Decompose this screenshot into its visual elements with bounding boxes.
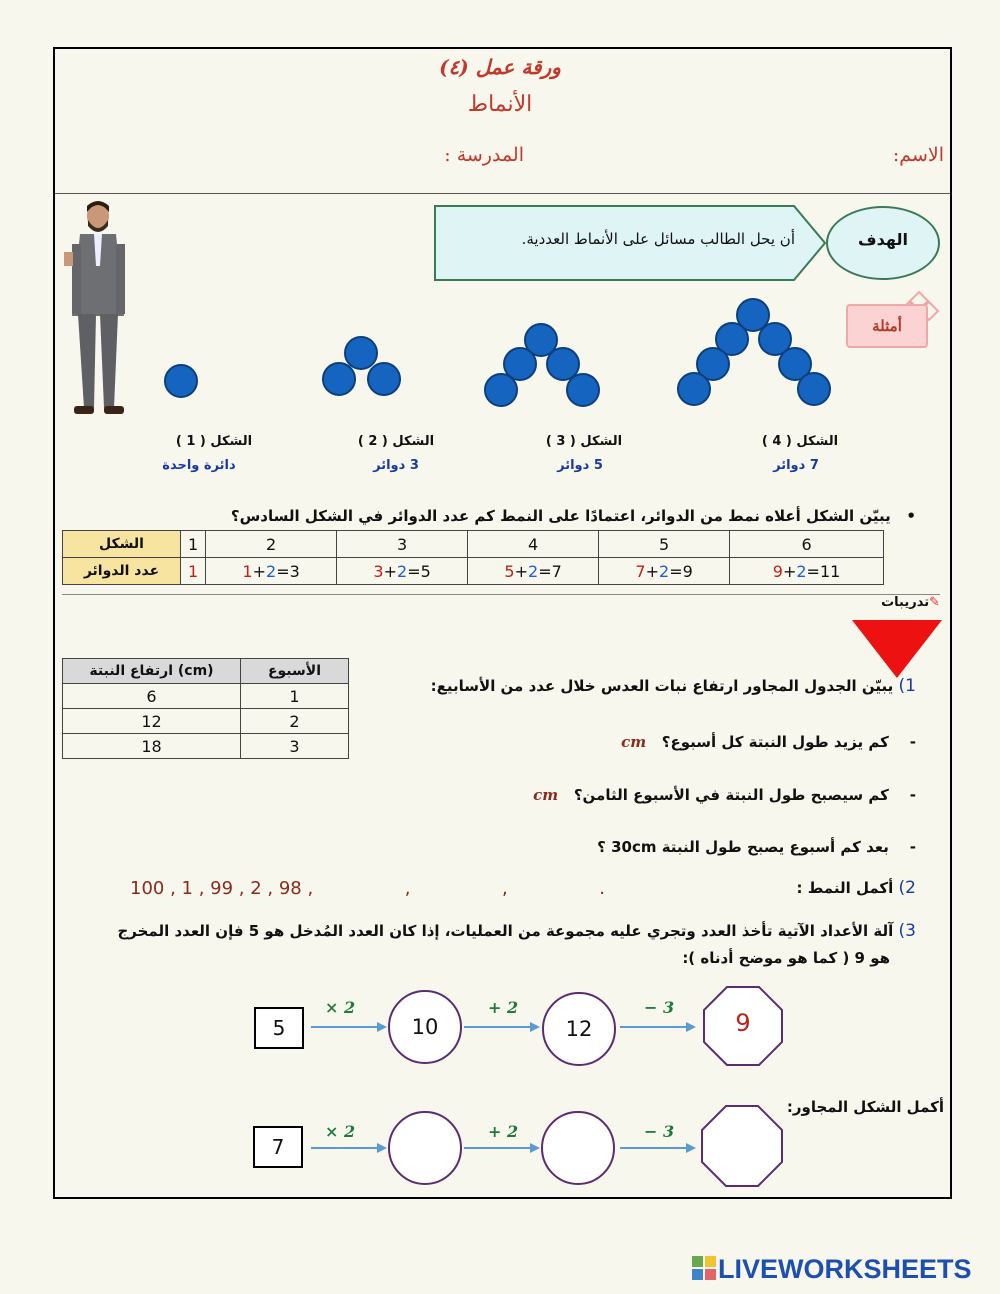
table-cell xyxy=(599,558,730,585)
dash: - xyxy=(909,786,916,804)
table-cell xyxy=(730,558,884,585)
q2-text: أكمل النمط : xyxy=(796,879,894,897)
shape2-circle xyxy=(322,362,356,396)
exercises-header xyxy=(840,595,940,610)
count-a: 5 xyxy=(504,561,515,581)
shape2-label: الشكل ( 2 ) xyxy=(357,434,435,449)
table-cell: 3 xyxy=(337,531,468,558)
input-box: 5 xyxy=(254,1007,304,1049)
shape1-count: دائرة واحدة xyxy=(162,458,236,473)
q1-number: 1) xyxy=(898,676,916,696)
red-triangle-marker xyxy=(852,620,942,678)
table-cell: 4 xyxy=(468,531,599,558)
table-cell xyxy=(337,558,468,585)
q1-sub1 xyxy=(560,733,916,751)
shape4-circle xyxy=(797,372,831,406)
intermediate-circle: 10 xyxy=(388,990,462,1064)
shape3-circle xyxy=(484,373,518,407)
plus-sign: + xyxy=(252,561,266,581)
shape2-count: 3 دوائر xyxy=(373,458,419,473)
pattern-question xyxy=(200,507,916,525)
shape2-circle xyxy=(367,362,401,396)
count-b: 2 xyxy=(796,561,807,581)
table-row xyxy=(63,659,349,684)
arrow-right-icon xyxy=(464,1141,540,1155)
complete-label: أكمل الشكل المجاور: xyxy=(786,1098,944,1116)
pattern-question-text: يبيّن الشكل أعلاه نمط من الدوائر، اعتمادًا على النمط كم عدد الدوائر في الشكل السادس؟ xyxy=(230,507,891,525)
operation-label: × 2 xyxy=(325,998,356,1017)
table-cell xyxy=(468,558,599,585)
task-input-box: 7 xyxy=(253,1126,303,1168)
header-divider xyxy=(55,193,950,194)
q1-sub3-text: بعد كم أسبوع يصبح طول النبتة 30cm ؟ xyxy=(597,838,889,856)
count-a: 1 xyxy=(187,561,199,581)
examples-badge: أمثلة xyxy=(846,304,928,348)
subject-title: الأنماط xyxy=(467,92,533,117)
count-result: =9 xyxy=(669,561,693,581)
arrow-right-icon xyxy=(620,1141,696,1155)
count-result: =5 xyxy=(407,561,431,581)
bullet: • xyxy=(890,507,916,525)
name-label: الاسم: xyxy=(892,144,944,166)
table-cell: 5 xyxy=(599,531,730,558)
shape3-label: الشكل ( 3 ) xyxy=(545,434,623,449)
shape3-count: 5 دوائر xyxy=(557,458,603,473)
q2-sequence: 100 , 1 , 99 , 2 , 98 , , , . xyxy=(130,878,605,899)
count-result: =7 xyxy=(538,561,562,581)
q2 xyxy=(700,878,916,898)
q3-text-line1: آلة الأعداد الآتية تأخذ العدد وتجري عليه مجموعة من العمليات، إذا كان العدد المُدخل هو 5 فإن العدد المخرج xyxy=(117,922,894,940)
table-row xyxy=(63,684,349,709)
shape4-label: الشكل ( 4 ) xyxy=(761,434,839,449)
q3-number: 3) xyxy=(898,921,916,941)
q1-sub3 xyxy=(520,838,916,856)
count-a: 9 xyxy=(772,561,783,581)
answer-circle-1[interactable] xyxy=(388,1111,462,1185)
shape1-label: الشكل ( 1 ) xyxy=(175,434,253,449)
count-a: 7 xyxy=(635,561,646,581)
plant-table xyxy=(62,658,349,759)
header-week: الأسبوع xyxy=(241,659,349,684)
q3 xyxy=(70,918,916,972)
section-divider xyxy=(62,594,940,595)
operation-label: × 2 xyxy=(325,1122,356,1141)
plus-sign: + xyxy=(645,561,659,581)
shape1-circle xyxy=(164,364,198,398)
q1-sub2 xyxy=(480,786,916,804)
arrow-right-icon xyxy=(620,1020,696,1034)
pencil-icon: ✎ xyxy=(929,595,940,610)
intermediate-circle: 12 xyxy=(542,992,616,1066)
row-header: الشكل xyxy=(63,531,181,558)
q1 xyxy=(380,676,916,696)
teacher-photo xyxy=(58,196,138,420)
liveworksheets-logo-icon xyxy=(692,1256,716,1280)
plus-sign: + xyxy=(782,561,797,581)
table-cell: 2 xyxy=(206,531,337,558)
table-row xyxy=(63,531,884,558)
q1-text: يبيّن الجدول المجاور ارتفاع نبات العدس خلال عدد من الأسابيع: xyxy=(430,677,894,695)
week-cell: 3 xyxy=(241,734,349,759)
row-header: عدد الدوائر xyxy=(63,558,181,585)
worksheet-title: ورقة عمل (٤) xyxy=(439,55,561,79)
pattern-table xyxy=(62,530,884,585)
answer-circle-2[interactable] xyxy=(541,1111,615,1185)
shape3-circle xyxy=(566,373,600,407)
table-row xyxy=(63,734,349,759)
height-cell: 18 xyxy=(63,734,241,759)
table-cell: 6 xyxy=(730,531,884,558)
table-cell xyxy=(181,558,206,585)
unit-cm: cm xyxy=(533,786,559,804)
count-result: =3 xyxy=(276,561,300,581)
q2-number: 2) xyxy=(898,878,916,898)
operation-label: − 3 xyxy=(644,998,675,1017)
shape4-circle xyxy=(677,372,711,406)
liveworksheets-brand[interactable]: LIVEWORKSHEETS xyxy=(718,1254,972,1284)
plus-sign: + xyxy=(514,561,528,581)
operation-label: + 2 xyxy=(488,998,519,1017)
week-cell: 2 xyxy=(241,709,349,734)
header-height: ارتفاع النبتة (cm) xyxy=(63,659,241,684)
unit-cm: cm xyxy=(621,733,647,751)
arrow-right-icon xyxy=(464,1020,540,1034)
table-cell xyxy=(206,558,337,585)
count-b: 2 xyxy=(266,561,277,581)
answer-octagon[interactable] xyxy=(700,1104,784,1188)
count-result: =11 xyxy=(806,561,841,581)
count-a: 3 xyxy=(373,561,384,581)
count-b: 2 xyxy=(528,561,539,581)
operation-label: − 3 xyxy=(644,1122,675,1141)
q1-sub2-text: كم سيصبح طول النبتة في الأسبوع الثامن؟ xyxy=(573,786,889,804)
count-b: 2 xyxy=(397,561,408,581)
q3-text-line2: هو 9 ( كما هو موضح أدناه ): xyxy=(682,949,890,967)
week-cell: 1 xyxy=(241,684,349,709)
q1-sub1-text: كم يزيد طول النبتة كل أسبوع؟ xyxy=(661,733,889,751)
count-a: 1 xyxy=(242,561,253,581)
exercises-label: تدريبات xyxy=(881,595,930,610)
output-value: 9 xyxy=(735,1009,751,1037)
height-cell: 12 xyxy=(63,709,241,734)
plus-sign: + xyxy=(383,561,397,581)
height-cell: 6 xyxy=(63,684,241,709)
table-cell: 1 xyxy=(181,531,206,558)
school-label: المدرسة : xyxy=(444,144,524,166)
count-b: 2 xyxy=(659,561,670,581)
goal-label: الهدف xyxy=(858,230,908,249)
arrow-right-icon xyxy=(311,1141,387,1155)
table-row xyxy=(63,558,884,585)
goal-text: أن يحل الطالب مسائل على الأنماط العددية. xyxy=(521,230,795,248)
table-row xyxy=(63,709,349,734)
shape4-count: 7 دوائر xyxy=(773,458,819,473)
arrow-right-icon xyxy=(311,1020,387,1034)
operation-label: + 2 xyxy=(488,1122,519,1141)
dash: - xyxy=(909,838,916,856)
dash: - xyxy=(909,733,916,751)
